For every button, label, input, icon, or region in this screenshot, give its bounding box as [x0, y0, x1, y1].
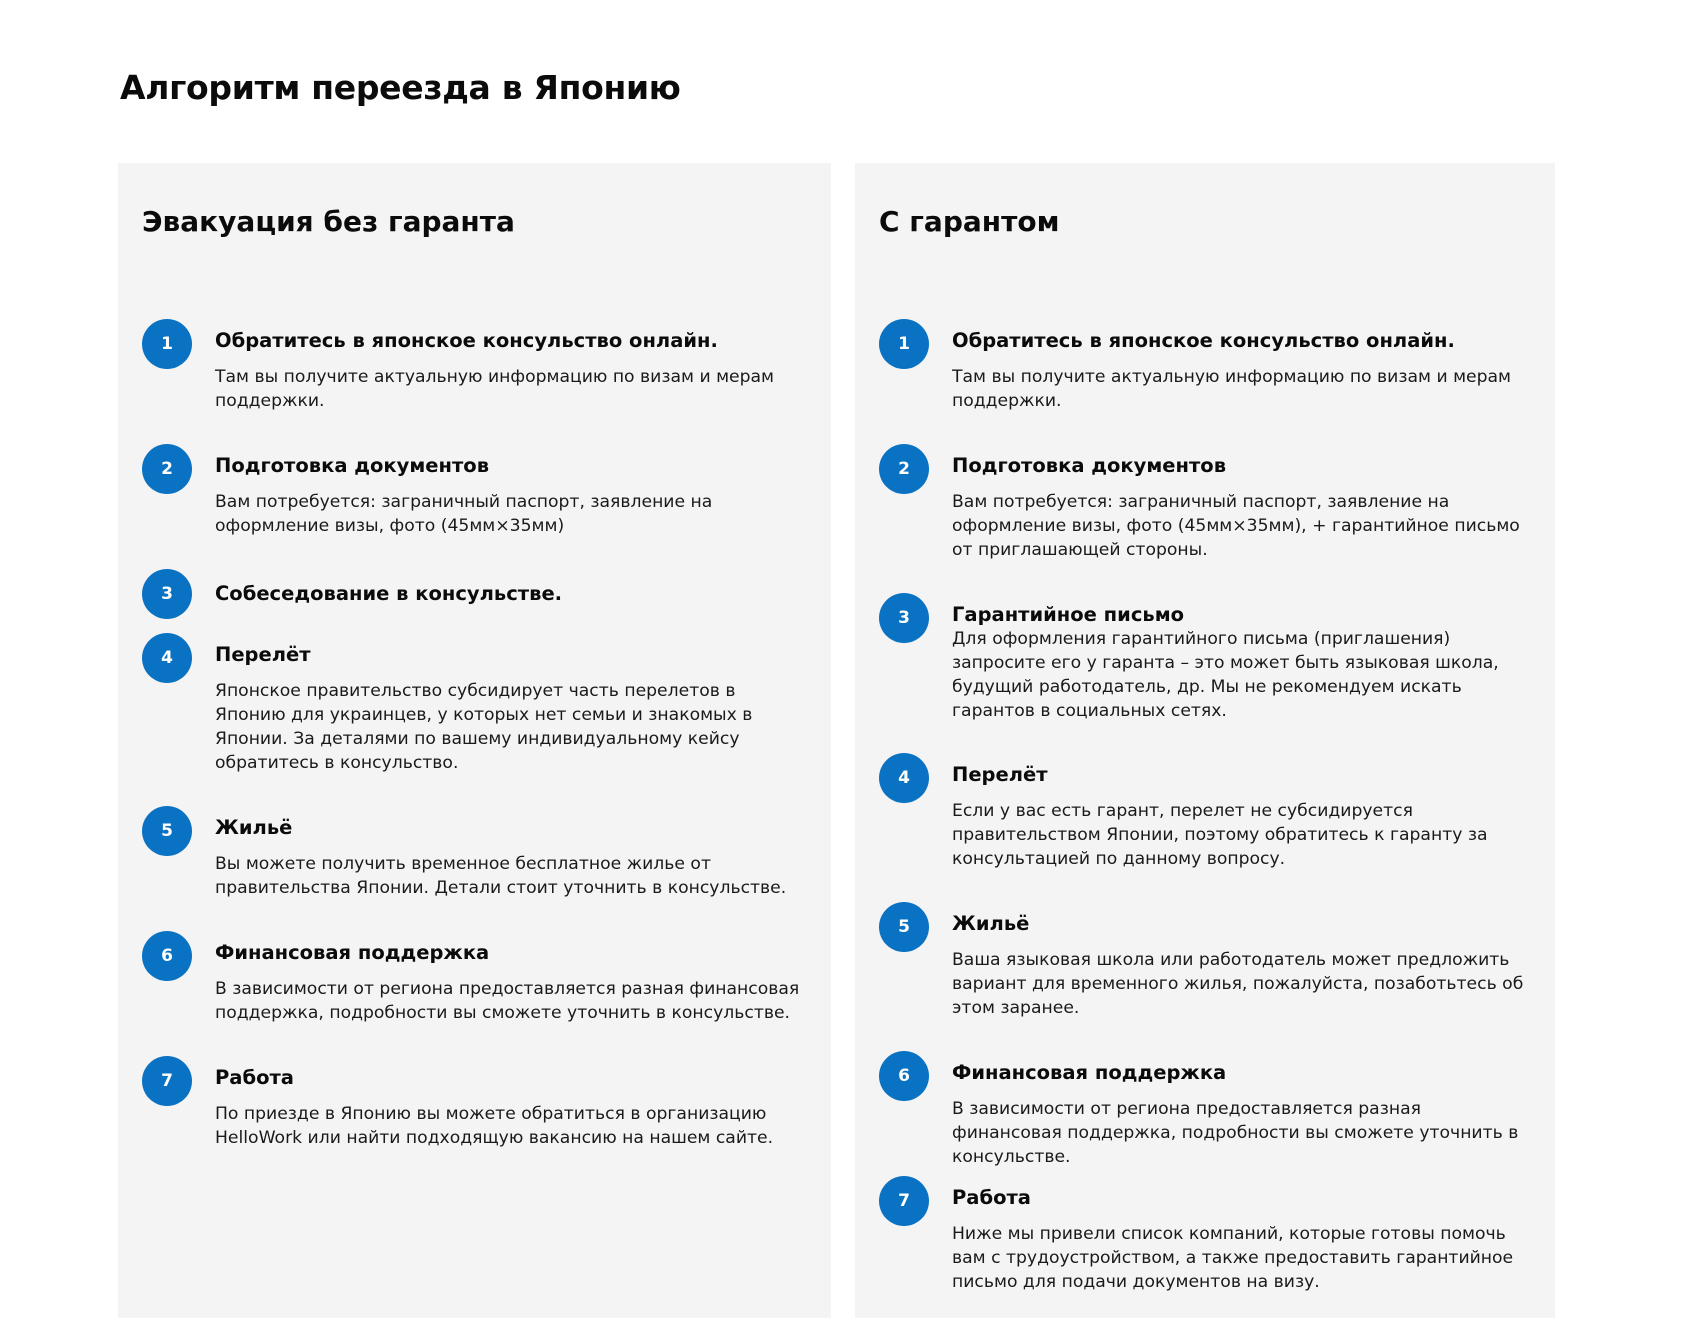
step-title: Подготовка документов — [952, 454, 1227, 477]
step-number-badge: 1 — [879, 319, 929, 369]
step-title: Финансовая поддержка — [215, 941, 490, 964]
step-title: Работа — [952, 1186, 1031, 1209]
step-title: Перелёт — [215, 643, 311, 666]
step-description: В зависимости от региона предоставляется разная финансовая поддержка, подробности вы сможете уточнить в консульстве. — [952, 1099, 1519, 1167]
step-item — [879, 444, 1533, 562]
step-item — [142, 931, 809, 1025]
step-description: Ниже мы привели список компаний, которые готовы помочь вам с трудоустройством, а также предоставить гарантийное письмо для подачи документов на визу. — [952, 1224, 1514, 1292]
step-description: Там вы получите актуальную информацию по визам и мерам поддержки. — [952, 367, 1512, 411]
step-title: Обратитесь в японское консульство онлайн. — [952, 329, 1455, 352]
step-description: Если у вас есть гарант, перелет не субсидируется правительством Японии, поэтому обратитесь к гаранту за консультацией по данному вопросу. — [952, 801, 1488, 869]
step-description: Вы можете получить временное бесплатное жилье от правительства Японии. Детали стоит уточнить в консульстве. — [215, 854, 787, 898]
step-item — [142, 319, 809, 413]
step-item — [879, 753, 1533, 871]
step-number-badge: 2 — [142, 444, 192, 494]
step-title: Гарантийное письмо — [952, 603, 1185, 626]
column-without-guarantor — [118, 163, 831, 1318]
column-title: С гарантом — [879, 205, 1060, 238]
step-number-badge: 7 — [142, 1056, 192, 1106]
step-item — [879, 593, 1533, 723]
step-item — [879, 902, 1533, 1020]
step-title: Подготовка документов — [215, 454, 490, 477]
column-title: Эвакуация без гаранта — [142, 205, 515, 238]
step-description: Ваша языковая школа или работодатель может предложить вариант для временного жилья, пожалуйста, позаботьтесь об этом заранее. — [952, 950, 1524, 1018]
step-number-badge: 2 — [879, 444, 929, 494]
step-number-badge: 1 — [142, 319, 192, 369]
step-description: Там вы получите актуальную информацию по визам и мерам поддержки. — [215, 367, 775, 411]
step-item — [142, 444, 809, 538]
step-number-badge: 4 — [879, 753, 929, 803]
step-title: Перелёт — [952, 763, 1048, 786]
step-title: Жильё — [215, 816, 293, 839]
step-title: Собеседование в консульстве. — [215, 582, 563, 605]
step-number-badge: 6 — [879, 1051, 929, 1101]
step-description: В зависимости от региона предоставляется разная финансовая поддержка, подробности вы сможете уточнить в консульстве. — [215, 979, 800, 1023]
step-number-badge: 6 — [142, 931, 192, 981]
step-number-badge: 7 — [879, 1176, 929, 1226]
step-item — [142, 1056, 809, 1150]
step-item — [879, 1051, 1533, 1169]
page-title: Алгоритм переезда в Японию — [120, 68, 681, 107]
step-title: Жильё — [952, 912, 1030, 935]
step-item — [142, 569, 809, 606]
step-description: Вам потребуется: заграничный паспорт, заявление на оформление визы, фото (45мм×35мм), + гарантийное письмо от приглашающей стороны. — [952, 492, 1520, 560]
step-description: Вам потребуется: заграничный паспорт, заявление на оформление визы, фото (45мм×35мм) — [215, 492, 713, 536]
step-number-badge: 4 — [142, 633, 192, 683]
step-item — [142, 633, 809, 775]
step-item — [142, 806, 809, 900]
step-description: Японское правительство субсидирует часть перелетов в Японию для украинцев, у которых нет семьи и знакомых в Японии. За деталями по вашему индивидуальному кейсу обратитесь в консульство. — [215, 681, 753, 773]
step-title: Работа — [215, 1066, 294, 1089]
step-description: По приезде в Японию вы можете обратиться в организацию HelloWork или найти подходящую вакансию на нашем сайте. — [215, 1104, 774, 1148]
step-description: Для оформления гарантийного письма (приглашения) запросите его у гаранта – это может быть языковая школа, будущий работодатель, др. Мы не рекомендуем искать гарантов в социальных сетях. — [952, 629, 1499, 721]
step-item — [879, 1176, 1533, 1294]
step-item — [879, 319, 1533, 413]
step-title: Обратитесь в японское консульство онлайн. — [215, 329, 718, 352]
column-with-guarantor — [855, 163, 1555, 1318]
step-number-badge: 5 — [879, 902, 929, 952]
step-number-badge: 3 — [879, 593, 929, 643]
step-title: Финансовая поддержка — [952, 1061, 1227, 1084]
step-number-badge: 3 — [142, 569, 192, 619]
step-number-badge: 5 — [142, 806, 192, 856]
